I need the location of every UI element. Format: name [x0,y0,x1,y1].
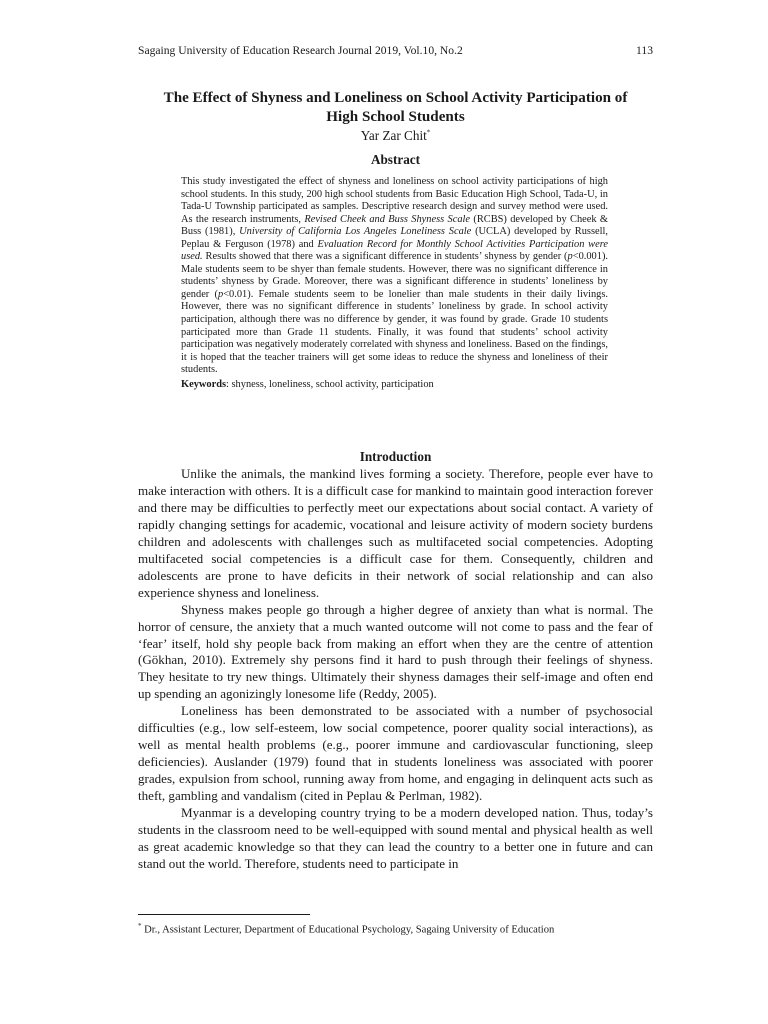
abstract-text: <0.001). Male students seem to be shyer than female students. However, there was no significant difference in students’ shyness by Grade. Moreover, there was a significant difference in students’ loneliness by gender ( [181,251,608,300]
paper-title [130,89,661,127]
title-line-1: The Effect of Shyness and Loneliness on School Activity Participation of [163,90,628,106]
keywords-list: : shyness, loneliness, school activity, participation [226,378,434,390]
p-value-symbol: p [217,288,224,300]
footnote-text: Dr., Assistant Lecturer, Department of Educational Psychology, Sagaing University of Education [141,924,555,936]
introduction-body [138,466,653,873]
footnote [138,922,653,936]
abstract-text: This study investigated the effect of shyness and loneliness on school activity participations of high school students. In this study, 200 high school students from Basic Education High School, Tada-U, in Tada-U Township participated as samples. Descriptive research design and survey method were used. As the research instruments, [181,176,608,225]
body-paragraph-2: Shyness makes people go through a higher degree of anxiety than what is normal. The horror of censure, the anxiety that a much wanted outcome will not come to pass and the fear of ‘fear’ itself, hold shy people back from making an effort when they are the centre of attention (Gökhan, 2010). Extremely shy persons find it hard to push through their feelings of shyness. They hesitate to try new things. Ultimately their shyness damages their self-image and often end up spending an agonizingly lonesome life (Reddy, 2005). [138,601,653,702]
keywords-line [181,379,608,392]
abstract-text: <0.01). Female students seem to be lonelier than male students in their daily livings. However, there was no significant difference in students’ loneliness by grade. In school activity participation, although there was no difference by gender, it was found by grade. Grade 10 students participated more than Grade 11 students. Finally, it was found that students’ school activity participation was negatively moderately correlated with shyness and loneliness. Based on the findings, it is hoped that the teacher trainers will get some ideas to reduce the shyness and loneliness of their students. [181,288,609,376]
instrument-evaluation-record: Evaluation Record for Monthly School Activities Participation were used. [181,238,608,263]
body-paragraph-3: Loneliness has been demonstrated to be associated with a number of psychosocial difficulties (e.g., low self-esteem, low social competence, poorer quality social interactions), as well as mental health problems (e.g., poorer immune and cardiovascular functioning, sleep deficiencies). Auslander (1979) found that in students loneliness was associated with poorer grades, expulsion from school, running away from home, and engaging in delinquent acts such as theft, gambling and vandalism (cited in Peplau & Perlman, 1982). [138,703,653,804]
body-paragraph-4: Myanmar is a developing country trying to be a modern developed nation. Thus, today’s students in the classroom need to be well-equipped with sound mental and physical health as well as great academic knowledge so that they can lead the country to a better one in future and can stand out the world. Therefore, students need to participate in [138,805,653,871]
author-line [138,128,653,144]
abstract-body [181,176,608,391]
author-footnote-mark: * [426,128,431,137]
introduction-heading: Introduction [359,449,432,464]
abstract-text: (RCBS) developed by Cheek & Buss (1981), [181,213,608,238]
footnote-divider [138,914,310,915]
keywords-label: Keywords [181,378,227,390]
author-name: Yar Zar Chit [360,128,427,143]
journal-citation: Sagaing University of Education Research Journal 2019, Vol.10, No.2 [138,44,463,57]
instrument-ucla: University of California Los Angeles Loneliness Scale [239,226,472,238]
footnote-mark: * [138,922,142,930]
running-head [138,44,653,57]
abstract-heading: Abstract [370,152,421,167]
abstract-text: Results showed that there was a significant difference in students’ shyness by gender ( [202,251,568,263]
body-paragraph-1: Unlike the animals, the mankind lives forming a society. Therefore, people ever have to make interaction with others. It is a difficult case for mankind to maintain good interaction forever and there may be difficulties to perfectly meet our expectations about social contact. A variety of rapidly changing settings for academic, vocational and leisure activity of modern society burdens children and adolescents with challenges such as multifaceted social competencies. Adopting multifaceted social competencies is a difficult case for them. Consequently, children and adolescents are prone to have deficits in their network of social relationship and can also experience shyness and loneliness. [138,466,653,600]
instrument-rcbs: Revised Cheek and Buss Shyness Scale [304,213,471,225]
abstract-text: (UCLA) developed by Russell, Peplau & Ferguson (1978) and [181,226,608,250]
abstract-paragraph [181,176,608,377]
paper-page [138,0,653,1024]
page-number: 113 [636,44,653,57]
title-line-2: High School Students [326,109,465,125]
p-value-symbol: p [567,251,573,263]
